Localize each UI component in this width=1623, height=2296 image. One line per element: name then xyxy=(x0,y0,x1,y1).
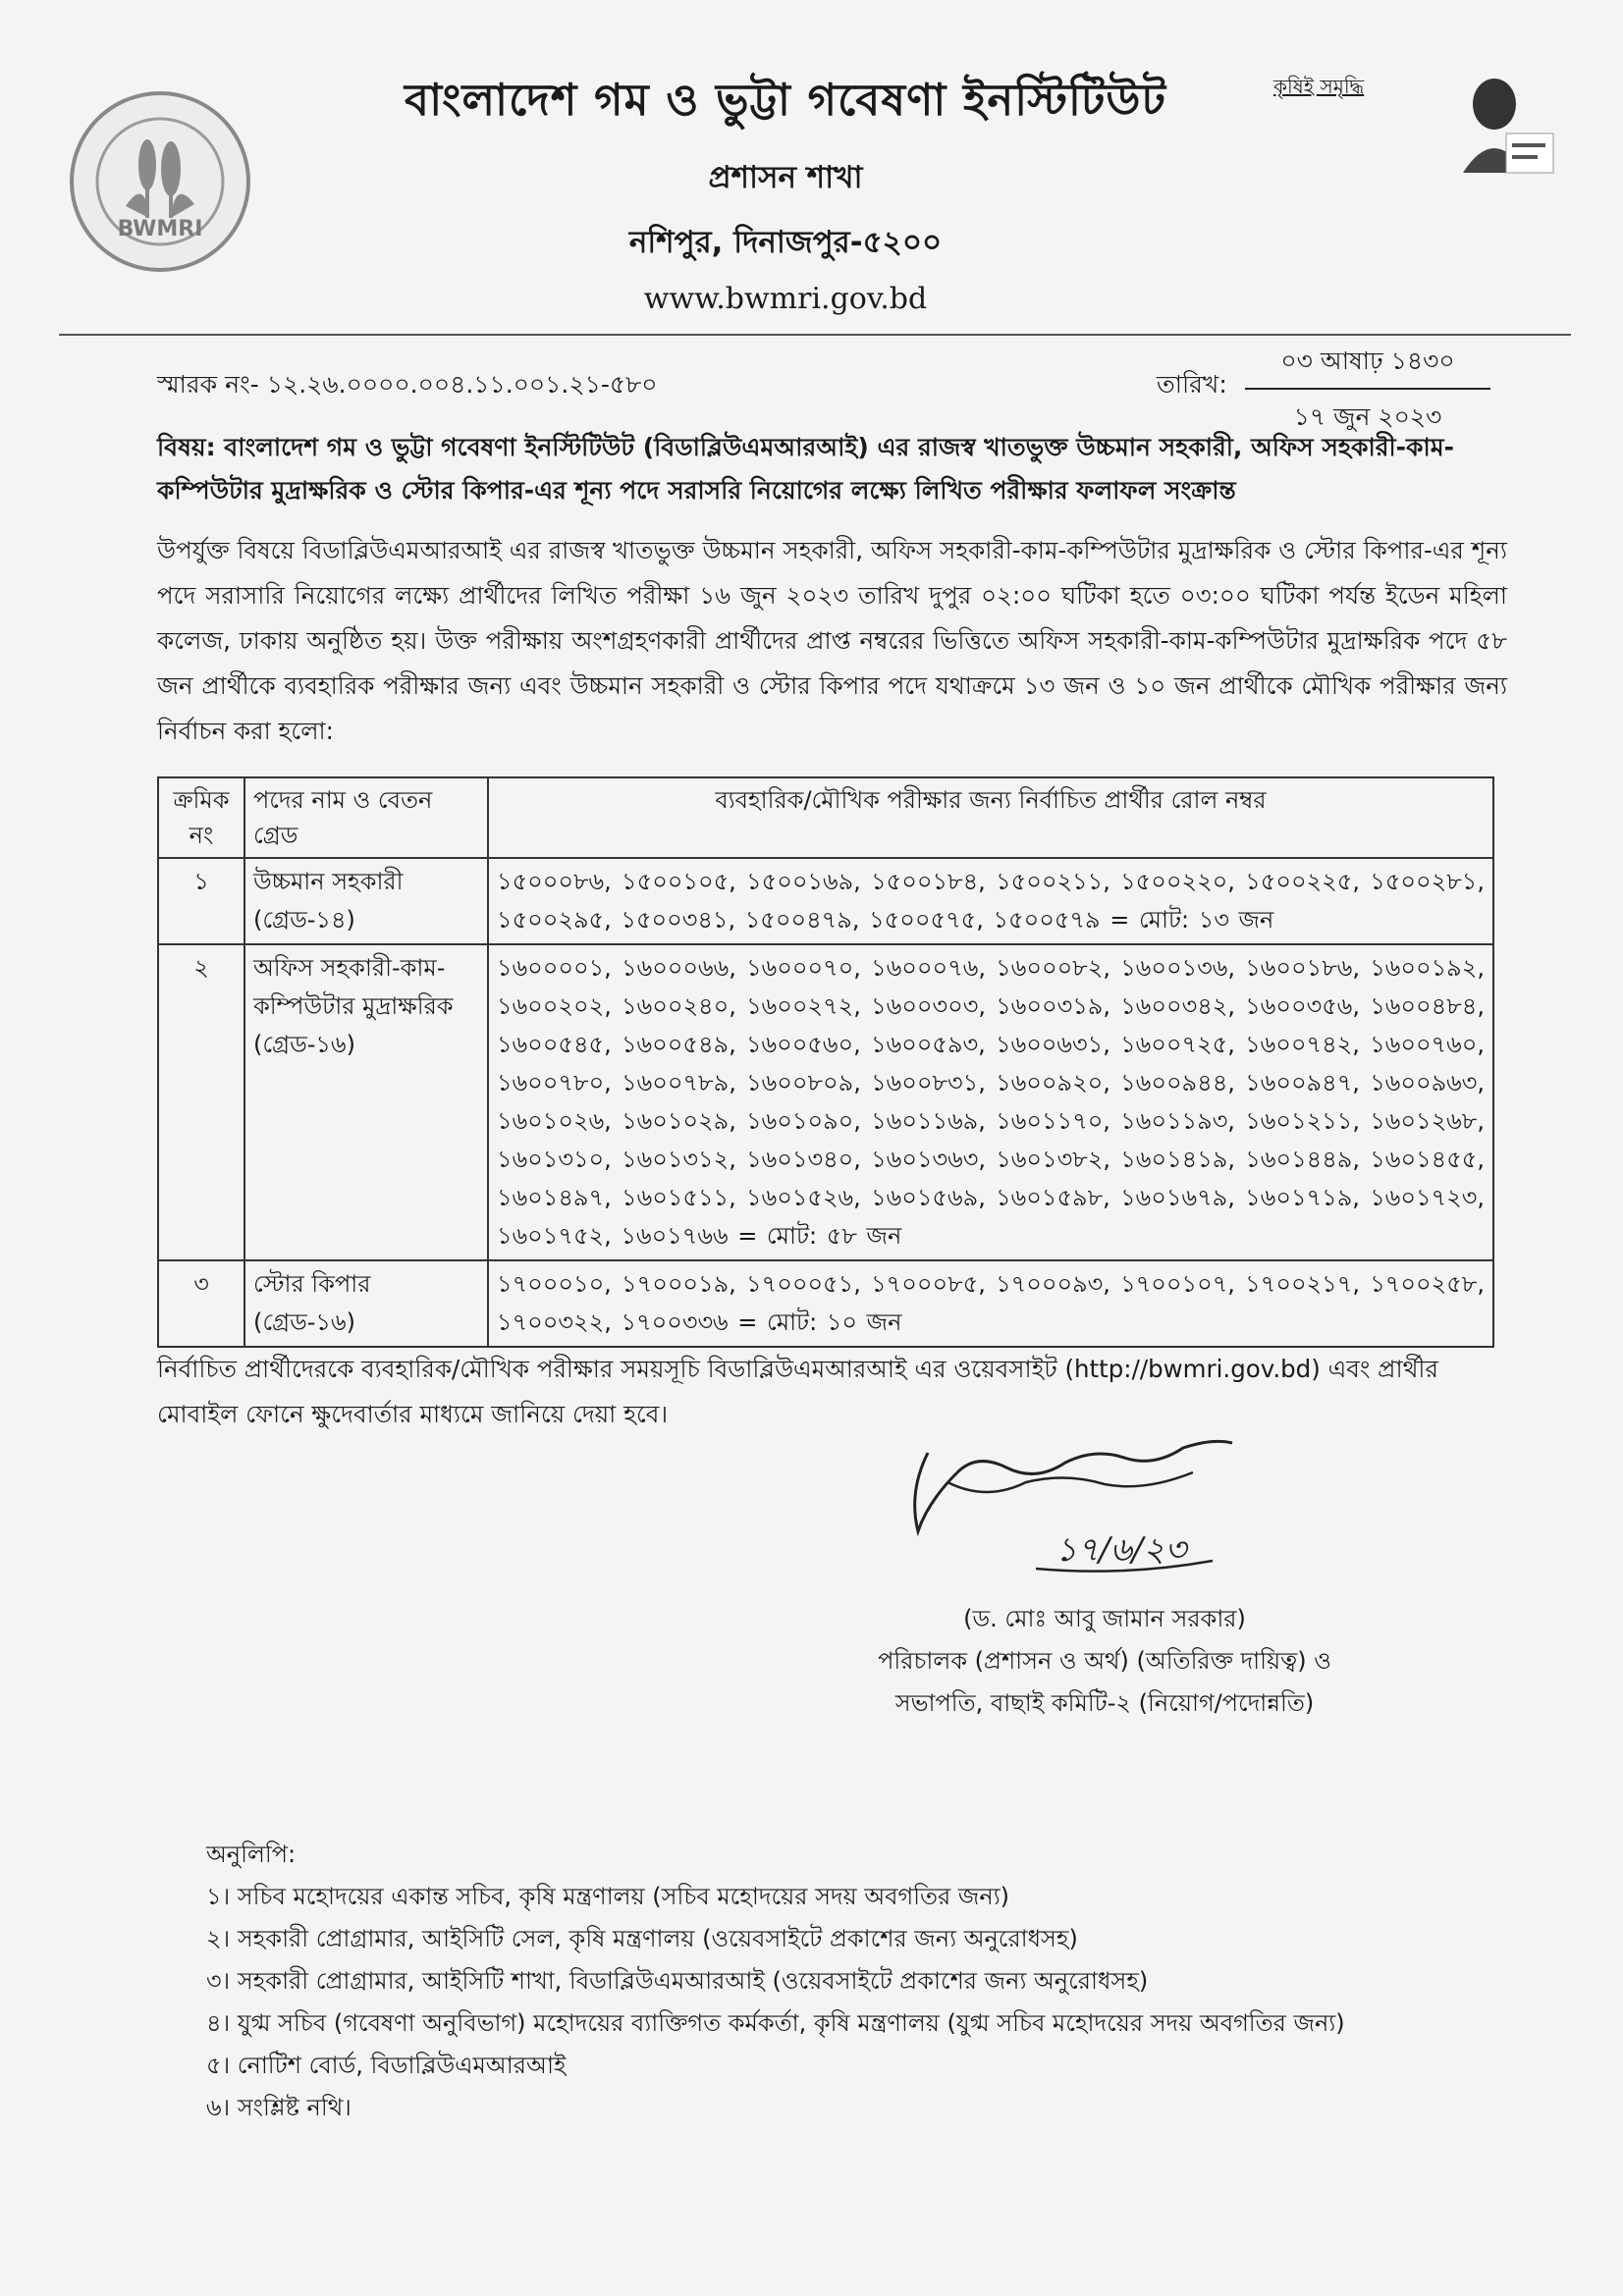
mujib-year-logo xyxy=(1434,65,1571,183)
header-rolls: ব্যবহারিক/মৌখিক পরীক্ষার জন্য নির্বাচিত প্রার্থীর রোল নম্বর xyxy=(488,777,1493,858)
list-item: ৬। সংশ্লিষ্ট নথি। xyxy=(206,2094,352,2121)
list-item: ৩। সহকারী প্রোগ্রামার, আইসিটি শাখা, বিডাব্লিউএমআরআই (ওয়েবসাইটে প্রকাশের জন্য অনুরোধসহ) xyxy=(206,1967,1149,1995)
row-rolls: ১৭০০০১০, ১৭০০০১৯, ১৭০০০৫১, ১৭০০০৮৫, ১৭০০০৯৩, ১৭০০১০৭, ১৭০০২১৭, ১৭০০২৫৮, ১৭০০৩২২, ১৭০০৩৩৬ = মোট: ১০ জন xyxy=(488,1260,1493,1347)
body-paragraph: উপর্যুক্ত বিষয়ে বিডাব্লিউএমআরআই এর রাজস্ব খাতভুক্ত উচ্চমান সহকারী, অফিস সহকারী-কাম-কম্পিউটার মুদ্রাক্ষরিক ও স্টোর কিপার-এর শূন্য পদে সরাসারি নিয়োগের লক্ষ্যে প্রার্থীদের লিখিত পরীক্ষা ১৬ জুন ২০২৩ তারিখ দুপুর ০২:০০ ঘটিকা হতে ০৩:০০ ঘটিকা পর্যন্ত ইডেন মহিলা কলেজ, ঢাকায় অনুষ্ঠিত হয়। উক্ত পরীক্ষায় অংশগ্রহণকারী প্রার্থীদের প্রাপ্ত নম্বরের ভিত্তিতে অফিস সহকারী-কাম-কম্পিউটার মুদ্রাক্ষরিক পদে ৫৮ জন প্রার্থীকে ব্যবহারিক পরীক্ষার জন্য এবং উচ্চমান সহকারী ও স্টোর কিপার পদে যথাক্রমে ১৩ জন ও ১০ জন প্রার্থীকে মৌখিক পরীক্ষার জন্য নির্বাচন করা হলো: xyxy=(157,536,1507,745)
post-name: অফিস সহকারী-কাম-কম্পিউটার মুদ্রাক্ষরিক xyxy=(253,954,454,1020)
handwritten-signature xyxy=(889,1414,1271,1580)
signatory-block xyxy=(785,1598,1424,1725)
post-grade: (গ্রেড-১৬) xyxy=(253,1308,355,1336)
logo-text: BWMRI xyxy=(117,217,203,241)
org-address: নশিপুর, দিনাজপুর-৫২০০ xyxy=(628,225,943,260)
org-branch: প্রশাসন শাখা xyxy=(708,160,863,195)
motto: কৃষিই সমৃদ্ধি xyxy=(1273,75,1365,98)
list-item: ৫। নোটিশ বোর্ড, বিডাব্লিউএমআরআই xyxy=(206,2052,567,2079)
organization-header xyxy=(295,67,1276,316)
post-grade: (গ্রেড-১৪) xyxy=(253,906,355,934)
row-post xyxy=(244,944,488,1260)
header-post: পদের নাম ও বেতন গ্রেড xyxy=(244,777,488,858)
signatory-designation-2: সভাপতি, বাছাই কমিটি-২ (নিয়োগ/পদোন্নতি) xyxy=(894,1689,1315,1717)
table-row xyxy=(158,944,1493,1260)
header-divider xyxy=(59,334,1571,336)
results-table xyxy=(157,776,1494,1348)
row-post xyxy=(244,858,488,944)
row-rolls: ১৬০০০০১, ১৬০০০৬৬, ১৬০০০৭০, ১৬০০০৭৬, ১৬০০০৮২, ১৬০০১৩৬, ১৬০০১৮৬, ১৬০০১৯২, ১৬০০২০২, ১৬০০২৪০, ১৬০০২৭২, ১৬০০৩০৩, ১৬০০৩১৯, ১৬০০৩৪২, ১৬০০৩৫৬, ১৬০০৪৮৪, ১৬০০৫৪৫, ১৬০০৫৪৯, ১৬০০৫৬০, ১৬০০৫৯৩, ১৬০০৬৩১, ১৬০০৭২৫, ১৬০০৭৪২, ১৬০০৭৬০, ১৬০০৭৮০, ১৬০০৭৮৯, ১৬০০৮০৯, ১৬০০৮৩১, ১৬০০৯২০, ১৬০০৯৪৪, ১৬০০৯৪৭, ১৬০০৯৬৩, ১৬০১০২৬, ১৬০১০২৯, ১৬০১০৯০, ১৬০১১৬৯, ১৬০১১৭০, ১৬০১১৯৩, ১৬০১২১১, ১৬০১২৬৮, ১৬০১৩১০, ১৬০১৩১২, ১৬০১৩৪০, ১৬০১৩৬৩, ১৬০১৩৮২, ১৬০১৪১৯, ১৬০১৪৪৯, ১৬০১৪৫৫, ১৬০১৪৯৭, ১৬০১৫১১, ১৬০১৫২৬, ১৬০১৫৬৯, ১৬০১৫৯৮, ১৬০১৬৭৯, ১৬০১৭১৯, ১৬০১৭২৩, ১৬০১৭৫২, ১৬০১৭৬৬ = মোট: ৫৮ জন xyxy=(488,944,1493,1260)
row-rolls: ১৫০০০৮৬, ১৫০০১০৫, ১৫০০১৬৯, ১৫০০১৮৪, ১৫০০২১১, ১৫০০২২০, ১৫০০২২৫, ১৫০০২৮১, ১৫০০২৯৫, ১৫০০৩৪১, ১৫০০৪৭৯, ১৫০০৫৭৫, ১৫০০৫৭৯ = মোট: ১৩ জন xyxy=(488,858,1493,944)
handwritten-date: ১৭/৬/২৩ xyxy=(1055,1530,1187,1570)
date-gregorian: ১৭ জুন ২০২৩ xyxy=(1293,402,1442,431)
table-header-row xyxy=(158,777,1493,858)
org-name: বাংলাদেশ গম ও ভুট্টা গবেষণা ইনস্টিটিউট xyxy=(405,74,1166,126)
list-item: ২। সহকারী প্রোগ্রামার, আইসিটি সেল, কৃষি মন্ত্রণালয় (ওয়েবসাইটে প্রকাশের জন্য অনুরোধসহ) xyxy=(206,1925,1078,1952)
row-post xyxy=(244,1260,488,1347)
post-grade: (গ্রেড-১৬) xyxy=(253,1031,355,1058)
date-label: তারিখ: xyxy=(1157,370,1227,399)
table-row xyxy=(158,858,1493,944)
cc-section xyxy=(206,1834,1345,2129)
date-bangla: ০৩ আষাঢ় ১৪৩০ xyxy=(1245,342,1490,390)
date-box xyxy=(1245,342,1490,440)
footer-note: নির্বাচিত প্রার্থীদেরকে ব্যবহারিক/মৌখিক পরীক্ষার সময়সূচি বিডাব্লিউএমআরআই এর ওয়েবসাইট (http://bwmri.gov.bd) এবং প্রার্থীর মোবাইল ফোনে ক্ষুদেবার্তার মাধ্যমে জানিয়ে দেয়া হবে। xyxy=(157,1355,1438,1428)
list-item: ৪। যুগ্ম সচিব (গবেষণা অনুবিভাগ) মহোদয়ের ব্যাক্তিগত কর্মকর্তা, কৃষি মন্ত্রণালয় (যুগ্ম সচিব মহোদয়ের সদয় অবগতির জন্য) xyxy=(206,2009,1345,2037)
signatory-designation-1: পরিচালক (প্রশাসন ও অর্থ) (অতিরিক্ত দায়িত্ব) ও xyxy=(878,1647,1331,1675)
row-serial: ১ xyxy=(158,858,244,944)
cc-title: অনুলিপি: xyxy=(206,1841,297,1868)
table-row xyxy=(158,1260,1493,1347)
signatory-name: (ড. মোঃ আবু জামান সরকার) xyxy=(963,1605,1246,1632)
subject: বিষয়: বাংলাদেশ গম ও ভুট্টা গবেষণা ইনস্টিটিউট (বিডাব্লিউএমআরআই) এর রাজস্ব খাতভুক্ত উচ্চমান সহকারী, অফিস সহকারী-কাম- কম্পিউটার মুদ্রাক্ষরিক ও স্টোর কিপার-এর শূন্য পদে সরাসরি নিয়োগের লক্ষ্যে লিখিত পরীক্ষার ফলাফল সংক্রান্ত xyxy=(157,433,1455,505)
org-website: www.bwmri.gov.bd xyxy=(643,282,928,316)
row-serial: ৩ xyxy=(158,1260,244,1347)
memo-number: স্মারক নং- ১২.২৬.০০০০.০০৪.১১.০০১.২১-৫৮০ xyxy=(157,370,658,399)
post-name: উচ্চমান সহকারী xyxy=(253,868,404,895)
bwmri-logo xyxy=(67,88,253,275)
list-item: ১। সচিব মহোদয়ের একান্ত সচিব, কৃষি মন্ত্রণালয় (সচিব মহোদয়ের সদয় অবগতির জন্য) xyxy=(206,1883,1010,1910)
post-name: স্টোর কিপার xyxy=(253,1270,371,1298)
cc-list xyxy=(206,1876,1345,2129)
header-serial: ক্রমিক নং xyxy=(158,777,244,858)
row-serial: ২ xyxy=(158,944,244,1260)
